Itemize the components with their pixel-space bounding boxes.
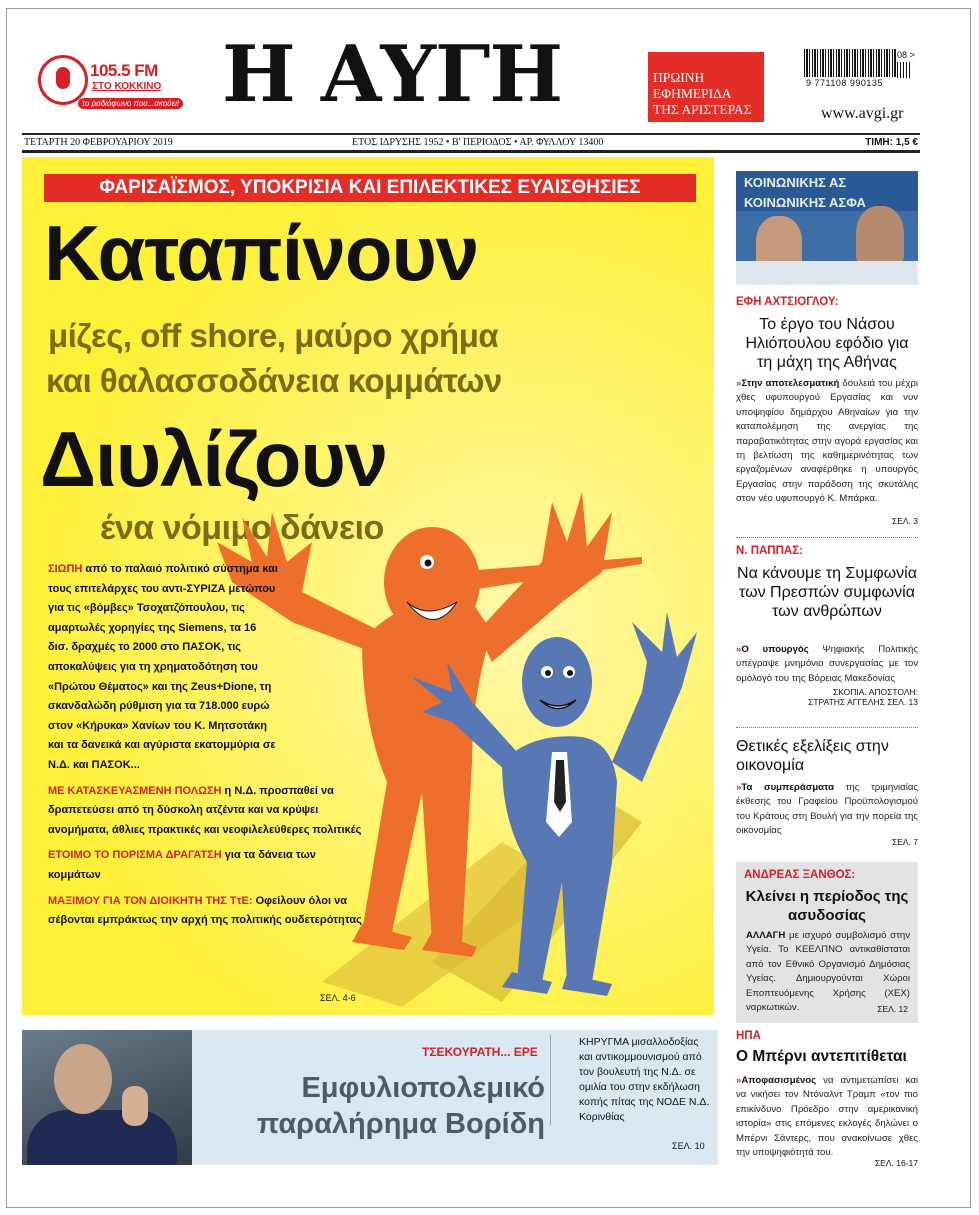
photo-head [54,1044,112,1114]
s1-lead: Στην αποτελεσματική [741,378,840,389]
founding-info: ΕΤΟΣ ΙΔΡΥΣΗΣ 1952 • Β' ΠΕΡΙΟΔΟΣ • ΑΡ. ΦΥΛΛΟΥ 13400 [352,137,604,148]
s4-text: με ισχυρό συμβολισμό στην Υγεία. Το ΚΕΕΛΠΝΟ αντικαθίσταται από τον Εθνικό Οργανισμό Δημόσιας Υγείας. Δημιουργούνται Χώροι Εποπτευόμενης Χρήσης (ΧΕΧ) ναρκωτικών. [746,930,910,1014]
s1-text: δουλειά του μέχρι χθες υφυπουργού Εργασίας και νυν υποψηφίου δημάρχου Αθηναίων για την καταπολέμηση της ανεργίας της παραβατικότητας στην αγορά εργασίας και τη βελτίωση της καθημερινότητας των εργαζομένων αναφέρθηκε η υπουργός Εργασίας στην παράδοση της σκυτάλης στον νέο υφυπουργό Κ. Μπάρκα. [736,378,918,505]
arrow-icon: » [736,1075,742,1086]
photo-sign-line: ΚΟΙΝΩΝΙΚΗΣ ΑΣΦΑ [744,195,866,210]
strip-title [200,1070,545,1142]
s1-title[interactable]: Το έργο του Νάσου Ηλιόπουλου εφόδιο για τη μάχη της Αθήνας [745,316,909,371]
strip-page-ref: ΣΕΛ. 10 [672,1141,705,1151]
red-lead-in: ΣΙΩΠΗ [48,563,83,575]
photo-hand [122,1086,148,1126]
tagline-line: ΠΡΩΙΝΗ [653,70,705,85]
s4-title: Κλείνει η περίοδος της ασυδοσίας [745,888,909,924]
s2-body [736,643,918,686]
red-lead-in: ΜΕ ΚΑΤΑΣΚΕΥΑΣΜΕΝΗ ΠΟΛΩΣΗ [48,784,222,797]
lead-paragraph [48,782,368,841]
s3-text: της τριμηνιαίας έκθεσης του Γραφείου Προϋπολογισμού του Κράτους στη Βουλή για την πορεία της οικονομίας [736,782,918,837]
s5-page-ref: ΣΕΛ. 16-17 [874,1158,918,1168]
barcode-icon [804,49,896,77]
strip-side-text: ΚΗΡΥΓΜΑ μισαλλοδοξίας και αντικομμουνισμού από τον βουλευτή της Ν.Δ. σε ομιλία του στην εκδήλωση κοπής πίτας της ΝΟΔΕ Ν.Δ. Κορινθίας [550,1035,710,1125]
website-link[interactable]: www.avgi.gr [821,105,904,122]
tagline-line: ΤΗΣ ΑΡΙΣΤΕΡΑΣ [653,102,752,117]
arrow-icon: » [736,378,742,389]
s2-lead: Ο υπουργός [741,644,809,655]
lead-headline-1: Καταπίνουν [44,209,479,297]
lead-paragraph [48,560,278,776]
strip-title-line: Εμφυλιοπολεμικό [301,1072,545,1104]
s2-kicker: Ν. ΠΑΠΠΑΣ: [736,545,803,557]
paragraph-text: η Ν.Δ. προσπαθεί να δραπετεύσει από τη δύσκολη ατζέντα και να κρύψει ανομήματα, άθλιες πρακτικές και νεοφιλελεύθερες πολιτικές [48,784,362,836]
photo-table [736,261,918,285]
s4-kicker: ΑΝΔΡΕΑΣ ΞΑΝΘΟΣ: [744,869,856,881]
s2-text: Ψηφιακής Πολιτικής υπέγραψε μνημόνιο συνεργασίας με τον ομόλογό του της Βόρειας Μακεδονίας [736,644,918,684]
s2-title[interactable]: Να κάνουμε τη Συμφωνία των Πρεσπών συμφωνία των ανθρώπων [737,565,917,620]
barcode-number: 9 771108 990135 [806,78,883,88]
radio-frequency: 105.5 FM [90,61,158,80]
s5-lead: Αποφασισμένος [741,1075,817,1086]
issue-code: 08 > [897,50,915,60]
s3-lead: Τα συμπεράσματα [741,782,834,793]
s5-kicker: ΗΠΑ [736,1030,761,1042]
s4-page-ref: ΣΕΛ. 12 [877,1004,908,1014]
s3-page-ref: ΣΕΛ. 7 [891,837,918,847]
arrow-icon: » [736,782,742,793]
s5-text: να αντιμετωπίσει και να νικήσει τον Ντόναλντ Τραμπ «τον πιο επικίνδυνο Πρόεδρο στην αμερικανική ιστορία» στις επόμενες εκλογές δηλώνει ο Μπέρνι Σάντερς, που ανακοίνωσε χθες την υποψηφιότητά του. [736,1075,918,1159]
s4-lead: ΑΛΛΑΓΗ [746,930,786,941]
photo-suit [27,1110,177,1165]
lead-kicker: ΦΑΡΙΣΑΪΣΜΟΣ, ΥΠΟΚΡΙΣΙΑ ΚΑΙ ΕΠΙΛΕΚΤΙΚΕΣ ΕΥΑΙΣΘΗΣΙΕΣ [44,174,696,202]
radio-station: ΣΤΟ ΚΟΚΚΙΝΟ [92,81,162,92]
s1-body [736,377,918,507]
paragraph-text: Οφείλουν όλοι να σέβονται εμπράκτως την αρχή της πολιτικής ουδετερότητας [48,894,362,927]
s1-page-ref: ΣΕΛ. 3 [891,516,918,526]
red-lead-in: ΠΟΡΙΣΜΑ ΔΡΑΓΑΤΣΗ [112,849,222,862]
red-lead-in: ΜΑΞΙΜΟΥ ΓΙΑ ΤΟΝ ΔΙΟΙΚΗΤΗ ΤΗΣ ΤτΕ: [48,894,253,907]
photo-sign-line: ΚΟΙΝΩΝΙΚΗΣ ΑΣ [744,175,847,190]
lead-subhead-3: ένα νόμιμο δάνειο [100,509,384,547]
s2-page-ref: ΣΚΟΠΙΑ. ΑΠΟΣΤΟΛΗ: ΣΤΡΑΤΗΣ ΑΓΓΕΛΗΣ ΣΕΛ. 13 [808,687,918,707]
info-bar [22,133,920,153]
s4-body [746,929,910,1015]
issue-date: ΤΕΤΑΡΤΗ 20 ΦΕΒΡΟΥΑΡΙΟΥ 2019 [24,137,173,148]
s4-box[interactable] [736,862,918,1023]
lead-paragraph [48,892,368,931]
tagline-line: ΕΦΗΜΕΡΙΔΑ [653,86,732,101]
voridis-story[interactable] [22,1030,718,1165]
politician-photo [22,1030,192,1165]
lead-subhead-1: μίζες, off shore, μαύρο χρήμα [48,317,499,354]
radio-slogan: το ραδιόφωνο που...ακούει! [78,98,183,109]
divider [736,727,918,728]
lead-paragraph [48,846,368,885]
lead-body [48,560,368,937]
strip-kicker: ΤΣΕΚΟΥΡΑΤΗ... ΕΡΕ [422,1045,538,1059]
s3-body [736,781,918,839]
photo-person [856,206,904,266]
strip-title-line: παραλήρημα Βορίδη [256,1108,545,1140]
s5-body [736,1074,918,1160]
s5-title[interactable]: Ο Μπέρνι αντεπιτίθεται [736,1048,907,1065]
addon-barcode-icon [897,62,911,78]
lead-story[interactable] [22,157,714,1015]
red-lead-in: ΕΤΟΙΜΟ ΤΟ [48,849,113,862]
radio-ad[interactable] [38,55,188,113]
price: ΤΙΜΗ: 1,5 € [865,137,918,148]
lead-subhead-2: και θαλασσοδάνεια κομμάτων [46,362,502,399]
photo-sign [736,171,918,211]
tagline-box [648,52,764,122]
s3-title[interactable]: Θετικές εξελίξεις στην οικονομία [736,738,889,774]
ministry-photo [736,171,918,285]
paragraph-text: από το παλαιό πολιτικό σύστημα και τους επιτελάρχες του αντι-ΣΥΡΙΖΑ μετώπου για τις «βόμβες» Τσοχατζόπουλου, τις αμαρτωλές χορηγίες της Siemens, τα 16 δισ. δραχμές το 2000 στο ΠΑΣΟΚ, τις αποκαλύψεις για τη χρηματοδότηση του «Πρώτου Θέματος» και της Zeus+Dione, τη σκανδαλώδη ρύθμιση για τα 718.000 ευρώ στον «Κήρυκα» Χανίων του Κ. Μητσοτάκη και τα δανεικά και αγύριστα εκατομμύρια σε Ν.Δ. και ΠΑΣΟΚ... [48,563,278,771]
paragraph-text: για τα δάνεια των κομμάτων [48,849,316,881]
arrow-icon: » [736,644,742,655]
newspaper-logo: Η ΑΥΓΗ [222,29,563,120]
lead-page-ref: ΣΕΛ. 4-6 [320,993,356,1003]
divider [736,537,918,538]
s1-kicker: ΕΦΗ ΑΧΤΣΙΟΓΛΟΥ: [736,296,839,308]
lead-headline-2: Διυλίζουν [40,415,388,503]
